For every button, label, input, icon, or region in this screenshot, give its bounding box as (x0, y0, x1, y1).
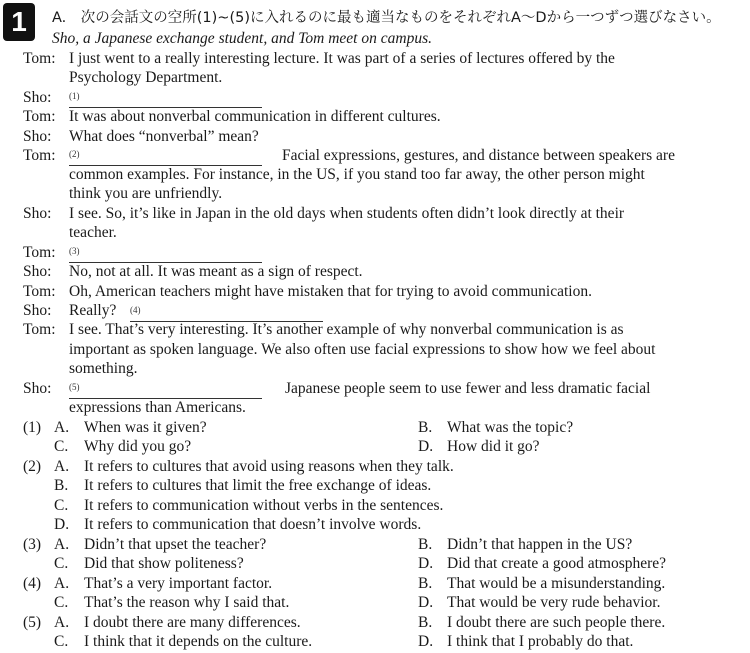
choice-text[interactable]: I think that I probably do that. (447, 633, 634, 650)
speaker-label: Sho: (23, 380, 52, 397)
choice-text[interactable]: I doubt there are many differences. (84, 614, 301, 631)
blank-number: (2) (69, 149, 80, 159)
choice-text[interactable]: When was it given? (84, 419, 207, 436)
choice-letter: C. (54, 594, 69, 611)
choice-letter: C. (54, 497, 69, 514)
dialogue-line: think you are unfriendly. (69, 185, 223, 202)
dialogue-line: important as spoken language. We also often use facial expressions to show how we feel about (69, 341, 656, 358)
option-number: (3) (23, 536, 42, 553)
answer-blank-1 (69, 89, 262, 108)
dialogue-line: Facial expressions, gestures, and distance between speakers are (282, 147, 675, 164)
instruction-text: A. 次の会話文の空所(1)~(5)に入れるのに最も適当なものをそれぞれA～Dから一つずつ選びなさい。 (52, 10, 721, 26)
choice-text[interactable]: What was the topic? (447, 419, 574, 436)
choice-text[interactable]: Why did you go? (84, 438, 192, 455)
option-number: (5) (23, 614, 42, 631)
option-number: (1) (23, 419, 42, 436)
speaker-label: Tom: (23, 147, 56, 164)
blank-number: (4) (130, 305, 141, 315)
dialogue-line: expressions than Americans. (69, 399, 246, 416)
blank-number: (3) (69, 246, 80, 256)
blank-number: (1) (69, 91, 80, 101)
choice-letter: A. (54, 575, 70, 592)
dialogue-line: Oh, American teachers might have mistaken that for trying to avoid communication. (69, 283, 592, 300)
choice-letter: D. (418, 594, 434, 611)
choice-text[interactable]: Didn’t that upset the teacher? (84, 536, 267, 553)
dialogue-line: I see. That’s very interesting. It’s another example of why nonverbal communication is as (69, 321, 624, 338)
choice-text[interactable]: How did it go? (447, 438, 540, 455)
choice-letter: B. (54, 477, 69, 494)
answer-blank-3 (69, 244, 262, 263)
choice-text[interactable]: Didn’t that happen in the US? (447, 536, 633, 553)
dialogue-line: Really? (69, 302, 117, 319)
question-number-box: 1 (3, 3, 35, 41)
dialogue-line: common examples. For instance, in the US, if you stand too far away, the other person might (69, 166, 645, 183)
choice-text[interactable]: That’s a very important factor. (84, 575, 273, 592)
speaker-label: Sho: (23, 205, 52, 222)
scene-description: Sho, a Japanese exchange student, and Tom meet on campus. (52, 30, 432, 47)
dialogue-line: What does “nonverbal” mean? (69, 128, 259, 145)
dialogue-line: something. (69, 360, 138, 377)
choice-text[interactable]: It refers to cultures that limit the free exchange of ideas. (84, 477, 432, 494)
choice-letter: C. (54, 555, 69, 572)
speaker-label: Sho: (23, 263, 52, 280)
option-number: (2) (23, 458, 42, 475)
speaker-label: Sho: (23, 302, 52, 319)
option-number: (4) (23, 575, 42, 592)
choice-letter: C. (54, 633, 69, 650)
choice-text[interactable]: It refers to communication that doesn’t involve words. (84, 516, 422, 533)
dialogue-line: It was about nonverbal communication in different cultures. (69, 108, 441, 125)
dialogue-line: I just went to a really interesting lecture. It was part of a series of lectures offered by the (69, 50, 615, 67)
choice-letter: D. (54, 516, 70, 533)
speaker-label: Sho: (23, 89, 52, 106)
choice-letter: D. (418, 438, 434, 455)
dialogue-line: teacher. (69, 224, 117, 241)
choice-text[interactable]: Did that show politeness? (84, 555, 244, 572)
choice-letter: B. (418, 419, 433, 436)
speaker-label: Tom: (23, 283, 56, 300)
blank-number: (5) (69, 382, 80, 392)
choice-letter: A. (54, 536, 70, 553)
speaker-label: Sho: (23, 128, 52, 145)
dialogue-line: Psychology Department. (69, 69, 223, 86)
answer-blank-5 (69, 380, 262, 399)
answer-blank-2 (69, 147, 262, 166)
speaker-label: Tom: (23, 108, 56, 125)
answer-blank-4 (130, 303, 323, 322)
choice-letter: B. (418, 536, 433, 553)
choice-text[interactable]: I doubt there are such people there. (447, 614, 666, 631)
speaker-label: Tom: (23, 50, 56, 67)
choice-letter: A. (54, 458, 70, 475)
choice-letter: B. (418, 614, 433, 631)
choice-text[interactable]: That’s the reason why I said that. (84, 594, 290, 611)
choice-text[interactable]: Did that create a good atmosphere? (447, 555, 667, 572)
choice-letter: A. (54, 614, 70, 631)
choice-letter: D. (418, 633, 434, 650)
choice-text[interactable]: That would be a misunderstanding. (447, 575, 666, 592)
speaker-label: Tom: (23, 244, 56, 261)
choice-letter: B. (418, 575, 433, 592)
choice-letter: D. (418, 555, 434, 572)
choice-text[interactable]: That would be very rude behavior. (447, 594, 661, 611)
dialogue-line: I see. So, it’s like in Japan in the old days when students often didn’t look directly at their (69, 205, 625, 222)
choice-text[interactable]: It refers to cultures that avoid using reasons when they talk. (84, 458, 454, 475)
dialogue-line: No, not at all. It was meant as a sign of respect. (69, 263, 363, 280)
choice-letter: A. (54, 419, 70, 436)
choice-text[interactable]: It refers to communication without verbs in the sentences. (84, 497, 444, 514)
choice-text[interactable]: I think that it depends on the culture. (84, 633, 313, 650)
choice-letter: C. (54, 438, 69, 455)
dialogue-line: Japanese people seem to use fewer and less dramatic facial (285, 380, 651, 397)
speaker-label: Tom: (23, 321, 56, 338)
